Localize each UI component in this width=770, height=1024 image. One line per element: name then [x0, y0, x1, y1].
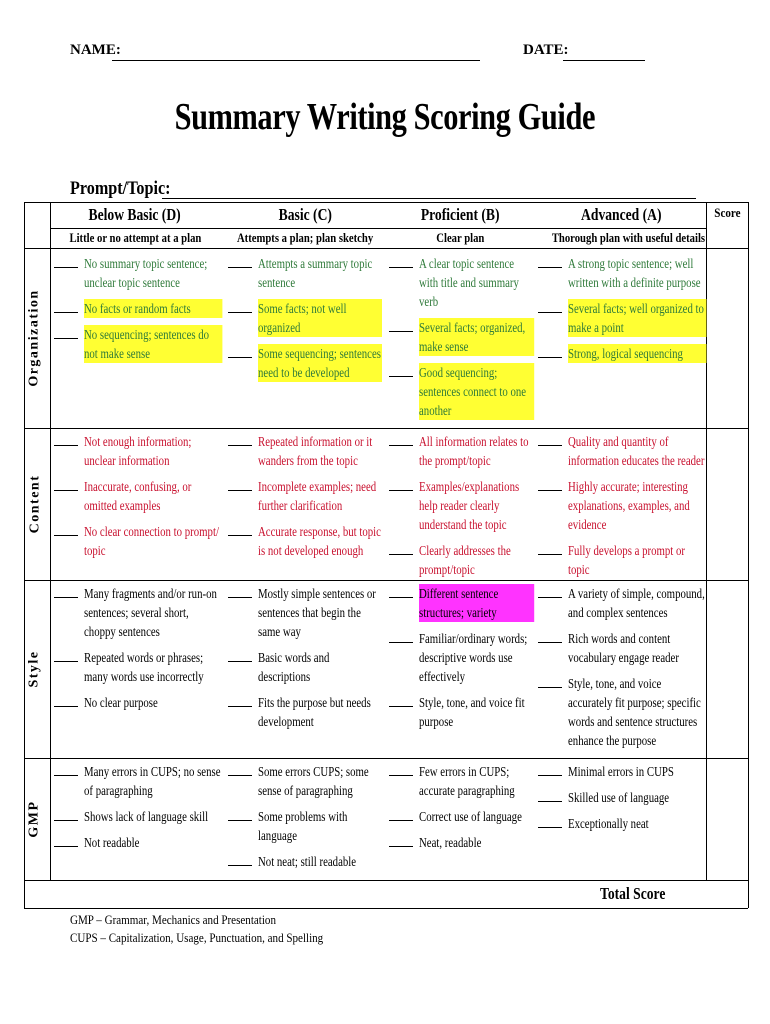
- date-field[interactable]: [563, 60, 645, 61]
- criterion-item: [228, 762, 382, 800]
- criterion-item: [538, 541, 706, 579]
- check-blank[interactable]: [228, 267, 252, 268]
- check-blank[interactable]: [389, 490, 413, 491]
- criterion-item: [54, 477, 222, 515]
- cell-gmp-advanced: [538, 762, 706, 840]
- criterion-text: Exceptionally neat: [568, 816, 649, 831]
- column-header-below-basic: Below Basic (D): [88, 205, 182, 224]
- criterion-text: Examples/explanations help reader clearly understand the topic: [419, 479, 520, 532]
- criterion-item: [228, 432, 382, 470]
- criterion-item: [54, 432, 222, 470]
- criterion-text: Different sentence structures; variety: [419, 584, 534, 622]
- check-blank[interactable]: [54, 661, 78, 662]
- criterion-text: Highly accurate; interesting explanations, examples, and evidence: [568, 479, 690, 532]
- check-blank[interactable]: [54, 597, 78, 598]
- check-blank[interactable]: [228, 820, 252, 821]
- criterion-item: [228, 299, 382, 337]
- criterion-text: Not readable: [84, 835, 140, 850]
- cell-organization-proficient: [389, 254, 534, 427]
- criterion-text: Incomplete examples; need further clarification: [258, 479, 377, 513]
- row-label-style: Style: [27, 650, 42, 688]
- check-blank[interactable]: [54, 535, 78, 536]
- row-label-gmp: GMP: [27, 800, 42, 838]
- check-blank[interactable]: [538, 597, 562, 598]
- criterion-item: [538, 788, 706, 807]
- criterion-item: [228, 584, 382, 641]
- criterion-item: [228, 344, 382, 382]
- check-blank[interactable]: [54, 706, 78, 707]
- check-blank[interactable]: [538, 490, 562, 491]
- cell-style-below-basic: [54, 584, 222, 719]
- total-score-label: Total Score: [600, 884, 666, 903]
- cell-gmp-basic: [228, 762, 382, 878]
- criterion-item: [538, 477, 706, 534]
- criterion-text: A strong topic sentence; well written with a definite purpose: [568, 256, 701, 290]
- criterion-item: [538, 629, 706, 667]
- cell-gmp-proficient: [389, 762, 534, 859]
- criterion-text: Some errors CUPS; some sense of paragraphing: [258, 764, 369, 798]
- column-subheader-advanced: Thorough plan with useful details: [551, 230, 706, 245]
- criterion-item: [54, 254, 222, 292]
- criterion-text: Fully develops a prompt or topic: [568, 543, 685, 577]
- check-blank[interactable]: [538, 827, 562, 828]
- column-subheader-proficient: Clear plan: [435, 230, 485, 245]
- check-blank[interactable]: [389, 331, 413, 332]
- criterion-text: Many fragments and/or run-on sentences; several short, choppy sentences: [84, 586, 217, 639]
- page-title: Summary Writing Scoring Guide: [174, 96, 596, 138]
- column-header-basic: Basic (C): [278, 205, 332, 224]
- criterion-text: Repeated information or it wanders from the topic: [258, 434, 373, 468]
- criterion-item: [389, 432, 534, 470]
- criterion-item: [538, 674, 706, 750]
- criterion-text: Skilled use of language: [568, 790, 670, 805]
- check-blank[interactable]: [389, 706, 413, 707]
- criterion-text: No facts or random facts: [84, 299, 222, 318]
- criterion-item: [389, 477, 534, 534]
- check-blank[interactable]: [538, 801, 562, 802]
- check-blank[interactable]: [54, 820, 78, 821]
- criterion-item: [54, 807, 222, 826]
- criterion-text: No summary topic sentence; unclear topic sentence: [84, 256, 208, 290]
- criterion-item: [538, 584, 706, 622]
- cell-content-below-basic: [54, 432, 222, 567]
- criterion-item: [538, 344, 706, 363]
- criterion-item: [228, 648, 382, 686]
- column-header-advanced: Advanced (A): [580, 205, 662, 224]
- criterion-text: Accurate response, but topic is not developed enough: [258, 524, 381, 558]
- criterion-text: Neat, readable: [419, 835, 482, 850]
- check-blank[interactable]: [54, 267, 78, 268]
- criterion-item: [54, 833, 222, 852]
- criterion-item: [389, 693, 534, 731]
- column-subheader-below-basic: Little or no attempt at a plan: [69, 230, 201, 245]
- criterion-text: No sequencing; sentences do not make sense: [84, 325, 222, 363]
- check-blank[interactable]: [228, 661, 252, 662]
- check-blank[interactable]: [54, 338, 78, 339]
- criterion-text: Some sequencing; sentences need to be developed: [258, 346, 381, 380]
- criterion-text: No clear connection to prompt/ topic: [84, 524, 219, 558]
- cell-organization-advanced: [538, 254, 706, 370]
- cell-content-basic: [228, 432, 382, 567]
- criterion-text: A variety of simple, compound, and complex sentences: [568, 586, 705, 620]
- criterion-text: Shows lack of language skill: [84, 809, 209, 824]
- criterion-item: [389, 318, 534, 356]
- check-blank[interactable]: [389, 775, 413, 776]
- check-blank[interactable]: [389, 597, 413, 598]
- criterion-item: [389, 584, 534, 622]
- check-blank[interactable]: [228, 706, 252, 707]
- check-blank[interactable]: [538, 554, 562, 555]
- criterion-item: [389, 833, 534, 852]
- criterion-item: [54, 693, 222, 712]
- criterion-item: [228, 807, 382, 845]
- criterion-item: [538, 762, 706, 781]
- prompt-topic-field[interactable]: [162, 198, 696, 199]
- cell-content-proficient: [389, 432, 534, 586]
- name-field[interactable]: [112, 60, 480, 61]
- row-label-content: Content: [27, 474, 43, 534]
- column-subheader-basic: Attempts a plan; plan sketchy: [236, 230, 374, 245]
- check-blank[interactable]: [389, 554, 413, 555]
- criterion-item: [54, 299, 222, 318]
- criterion-text: Some facts; not well organized: [258, 299, 382, 337]
- cell-organization-basic: [228, 254, 382, 389]
- check-blank[interactable]: [228, 490, 252, 491]
- check-blank[interactable]: [538, 775, 562, 776]
- criterion-item: [228, 852, 382, 871]
- check-blank[interactable]: [389, 445, 413, 446]
- criterion-text: All information relates to the prompt/topic: [419, 434, 529, 468]
- check-blank[interactable]: [538, 687, 562, 688]
- criterion-item: [389, 363, 534, 420]
- cell-style-proficient: [389, 584, 534, 738]
- check-blank[interactable]: [538, 357, 562, 358]
- check-blank[interactable]: [389, 376, 413, 377]
- row-label-organization: Organization: [27, 289, 42, 387]
- criterion-item: [228, 522, 382, 560]
- name-label: NAME:: [70, 42, 121, 58]
- criterion-item: [54, 648, 222, 686]
- criterion-text: Mostly simple sentences or sentences that begin the same way: [258, 586, 376, 639]
- criterion-text: Repeated words or phrases; many words use incorrectly: [84, 650, 204, 684]
- criterion-text: Many errors in CUPS; no sense of paragraphing: [84, 764, 221, 798]
- check-blank[interactable]: [389, 820, 413, 821]
- criterion-text: Strong, logical sequencing: [568, 344, 706, 363]
- criterion-item: [538, 432, 706, 470]
- cell-style-advanced: [538, 584, 706, 757]
- criterion-item: [228, 477, 382, 515]
- check-blank[interactable]: [389, 267, 413, 268]
- date-label: DATE:: [523, 42, 569, 58]
- criterion-item: [538, 814, 706, 833]
- check-blank[interactable]: [389, 846, 413, 847]
- check-blank[interactable]: [228, 775, 252, 776]
- criterion-text: No clear purpose: [84, 695, 158, 710]
- column-header-score: Score: [713, 205, 741, 220]
- criterion-item: [389, 541, 534, 579]
- footnote-gmp: GMP – Grammar, Mechanics and Presentation: [70, 912, 276, 927]
- check-blank[interactable]: [389, 642, 413, 643]
- check-blank[interactable]: [228, 312, 252, 313]
- criterion-text: Some problems with language: [258, 809, 348, 843]
- criterion-text: Fits the purpose but needs development: [258, 695, 371, 729]
- check-blank[interactable]: [54, 445, 78, 446]
- cell-organization-below-basic: [54, 254, 222, 370]
- criterion-text: Not enough information; unclear information: [84, 434, 192, 468]
- criterion-item: [389, 762, 534, 800]
- column-header-proficient: Proficient (B): [420, 205, 500, 224]
- check-blank[interactable]: [54, 490, 78, 491]
- criterion-text: Style, tone, and voice fit purpose: [419, 695, 525, 729]
- check-blank[interactable]: [228, 865, 252, 866]
- criterion-text: Clearly addresses the prompt/topic: [419, 543, 511, 577]
- cell-gmp-below-basic: [54, 762, 222, 859]
- check-blank[interactable]: [228, 597, 252, 598]
- criterion-text: Basic words and descriptions: [258, 650, 330, 684]
- cell-content-advanced: [538, 432, 706, 586]
- criterion-item: [54, 762, 222, 800]
- check-blank[interactable]: [228, 445, 252, 446]
- footnote-cups: CUPS – Capitalization, Usage, Punctuation, and Spelling: [70, 930, 324, 945]
- criterion-item: [389, 254, 534, 311]
- criterion-text: Inaccurate, confusing, or omitted examples: [84, 479, 192, 513]
- criterion-item: [228, 254, 382, 292]
- criterion-item: [54, 522, 222, 560]
- check-blank[interactable]: [538, 445, 562, 446]
- criterion-item: [538, 299, 706, 337]
- criterion-item: [228, 693, 382, 731]
- criterion-item: [389, 807, 534, 826]
- check-blank[interactable]: [54, 775, 78, 776]
- criterion-text: Not neat; still readable: [258, 854, 357, 869]
- criterion-text: Quality and quantity of information educates the reader: [568, 434, 705, 468]
- criterion-text: Several facts; organized, make sense: [419, 318, 534, 356]
- criterion-text: Rich words and content vocabulary engage reader: [568, 631, 679, 665]
- criterion-item: [54, 584, 222, 641]
- criterion-item: [389, 629, 534, 686]
- criterion-text: Several facts; well organized to make a point: [568, 299, 706, 337]
- criterion-text: Correct use of language: [419, 809, 522, 824]
- cell-style-basic: [228, 584, 382, 738]
- criterion-text: Good sequencing; sentences connect to one another: [419, 363, 534, 420]
- criterion-text: Style, tone, and voice accurately fit purpose; specific words and sentence structures enhance the purpose: [568, 676, 701, 748]
- criterion-text: Few errors in CUPS; accurate paragraphing: [419, 764, 515, 798]
- criterion-text: Minimal errors in CUPS: [568, 764, 674, 779]
- criterion-text: A clear topic sentence with title and summary verb: [419, 256, 519, 309]
- check-blank[interactable]: [54, 846, 78, 847]
- criterion-text: Attempts a summary topic sentence: [258, 256, 373, 290]
- criterion-item: [538, 254, 706, 292]
- check-blank[interactable]: [228, 535, 252, 536]
- check-blank[interactable]: [538, 267, 562, 268]
- prompt-topic-label: Prompt/Topic:: [70, 178, 171, 199]
- check-blank[interactable]: [538, 312, 562, 313]
- check-blank[interactable]: [538, 642, 562, 643]
- check-blank[interactable]: [228, 357, 252, 358]
- criterion-item: [54, 325, 222, 363]
- check-blank[interactable]: [54, 312, 78, 313]
- criterion-text: Familiar/ordinary words; descriptive words use effectively: [419, 631, 528, 684]
